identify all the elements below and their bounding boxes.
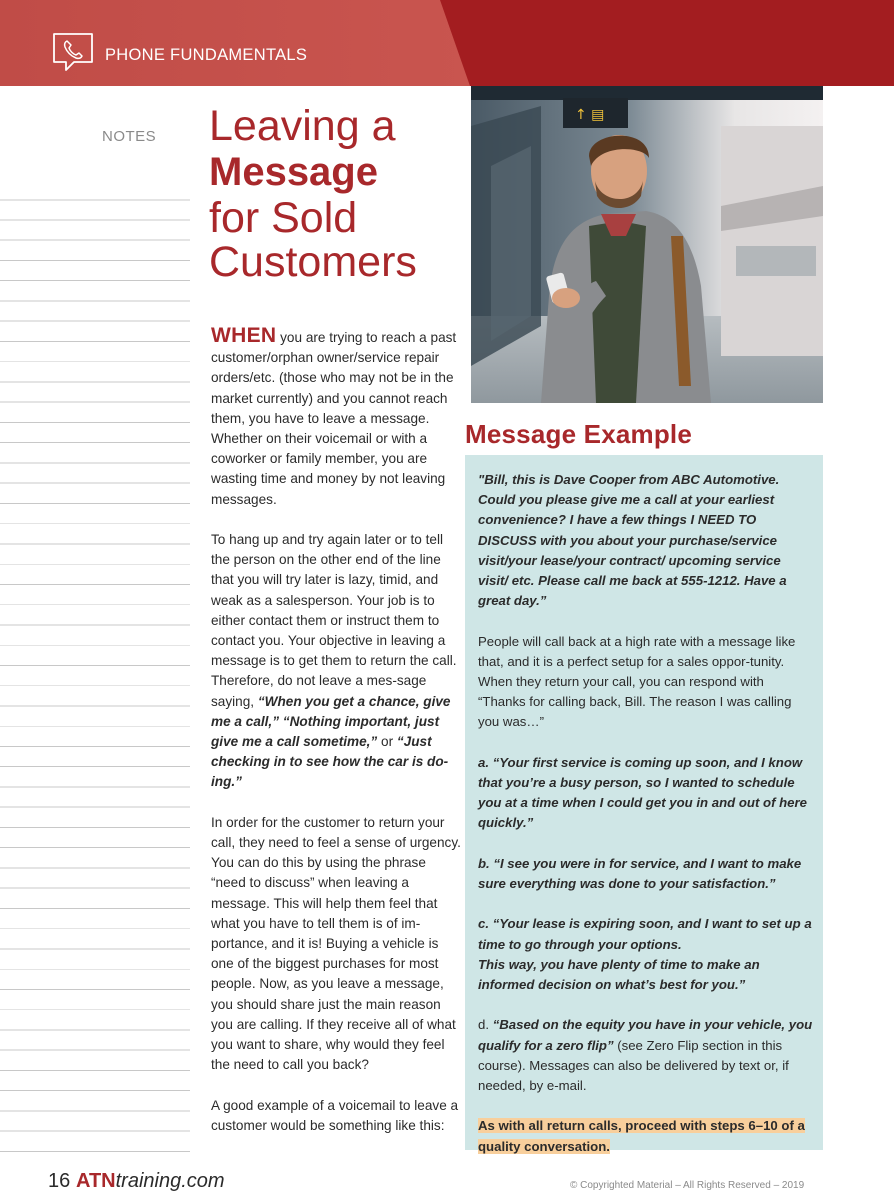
message-example-heading: Message Example — [465, 419, 693, 449]
example-a: a. “Your first service is coming up soon, and I know that you’re a busy person, so I wanted to schedule you at a time when I could get you in and out of here quickly.” — [478, 754, 807, 831]
p2-quote-1: “When you get a chance, give me a call,” “Nothing important, just give me a call sometime,” — [211, 693, 451, 750]
section-label: PHONE FUNDAMENTALS — [105, 46, 308, 64]
title-line-3: for Sold — [209, 194, 358, 242]
title-line-4: Customers — [209, 238, 417, 286]
notes-label: NOTES — [102, 128, 157, 145]
phone-icon — [52, 32, 94, 72]
title-line-2: Message — [209, 150, 378, 194]
p2-quote-2: “Just checking in to see how the car is do-ing.” — [211, 734, 449, 790]
title-line-1: Leaving a — [209, 102, 396, 150]
page-title — [209, 104, 469, 284]
body-paragraph-4: A good example of a voicemail to leave a customer would be something like this: — [211, 1097, 459, 1133]
highlight-paragraph — [478, 1116, 814, 1156]
p2-or: or — [377, 734, 397, 750]
example-d-quote: “Based on the equity you have in your vehicle, you qualify for a zero flip” — [478, 1017, 813, 1053]
header-shade — [420, 0, 894, 86]
example-c — [478, 914, 814, 995]
page-number: 16 — [48, 1170, 71, 1192]
example-b: b. “I see you were in for service, and I want to make sure everything was done to your satisfaction.” — [478, 855, 802, 892]
brand-atn: ATN — [76, 1170, 116, 1192]
brand-training: training.com — [115, 1170, 225, 1192]
voicemail-quote: "Bill, this is Dave Cooper from ABC Automotive. Could you please give me a call at your earliest convenience? I have a few things I NEED TO DISCUSS with you about your purchase/service visit/your lease/your contract/ upcoming service visit/ etc. Please call me back at 555-1212. Have a great day.” — [478, 472, 787, 609]
body-paragraph-2 — [211, 530, 461, 793]
p1-text: you are trying to reach a past customer/orphan owner/service repair orders/etc. (those who may not be in the market currently) and you cannot reach them, you have to leave a message. Whether on their voicemail or with a coworker or family member, you are wasting time and money by not leaving messages. — [211, 330, 457, 507]
example-c-line-2: This way, you have plenty of time to make an informed decision on what’s best for you.” — [478, 956, 760, 993]
example-d-rest: (see Zero Flip section in this course). Messages can also be delivered by text or, if needed, by e-mail. — [478, 1037, 789, 1094]
body-text — [211, 326, 461, 1156]
callback-paragraph: People will call back at a high rate with a message like that, and it is a perfect setup for a sales oppor-tunity. When they return your call, you can respond with “Thanks for calling back, Bill. The reason I was calling you was…” — [478, 633, 796, 730]
notes-lines — [0, 180, 190, 1165]
p2-text: To hang up and try again later or to tell the person on the other end of the line that you will try later is lazy, timid, and weak as a salesperson. Your job is to either contact them or instruct them to contact you. Your objective in leaving a message is to get them to return the call. Therefore, do not leave a mes-sage saying, — [211, 532, 457, 709]
svg-text:↑ ▤: ↑ ▤ — [575, 107, 605, 123]
example-d-prefix: d. — [478, 1017, 493, 1033]
lead-word: WHEN — [211, 324, 277, 347]
example-d — [478, 1015, 814, 1096]
header-band — [0, 0, 894, 86]
footer-brand — [76, 1170, 225, 1193]
copyright-notice: © Copyrighted Material – All Rights Reserved – 2019 — [570, 1180, 805, 1191]
body-paragraph-3: In order for the customer to return your call, they need to feel a sense of urgency. You can do this by using the phrase “need to discuss” when leaving a message. This will help them feel that what you have to tell them is of im-portance, and it is! Buying a vehicle is one of the biggest purchases for most people. Now, as you leave a message, you should share just the main reason you are calling. If they receive all of what you want to share, why would they feel the need to call you back? — [211, 814, 461, 1073]
message-example-content — [478, 470, 814, 1177]
body-paragraph-1 — [211, 326, 461, 510]
man-with-phone-photo — [471, 86, 823, 403]
highlighted-note: As with all return calls, proceed with steps 6–10 of a quality conversation. — [478, 1118, 805, 1154]
example-c-line-1: c. “Your lease is expiring soon, and I want to set up a time to go through your options. — [478, 916, 812, 952]
